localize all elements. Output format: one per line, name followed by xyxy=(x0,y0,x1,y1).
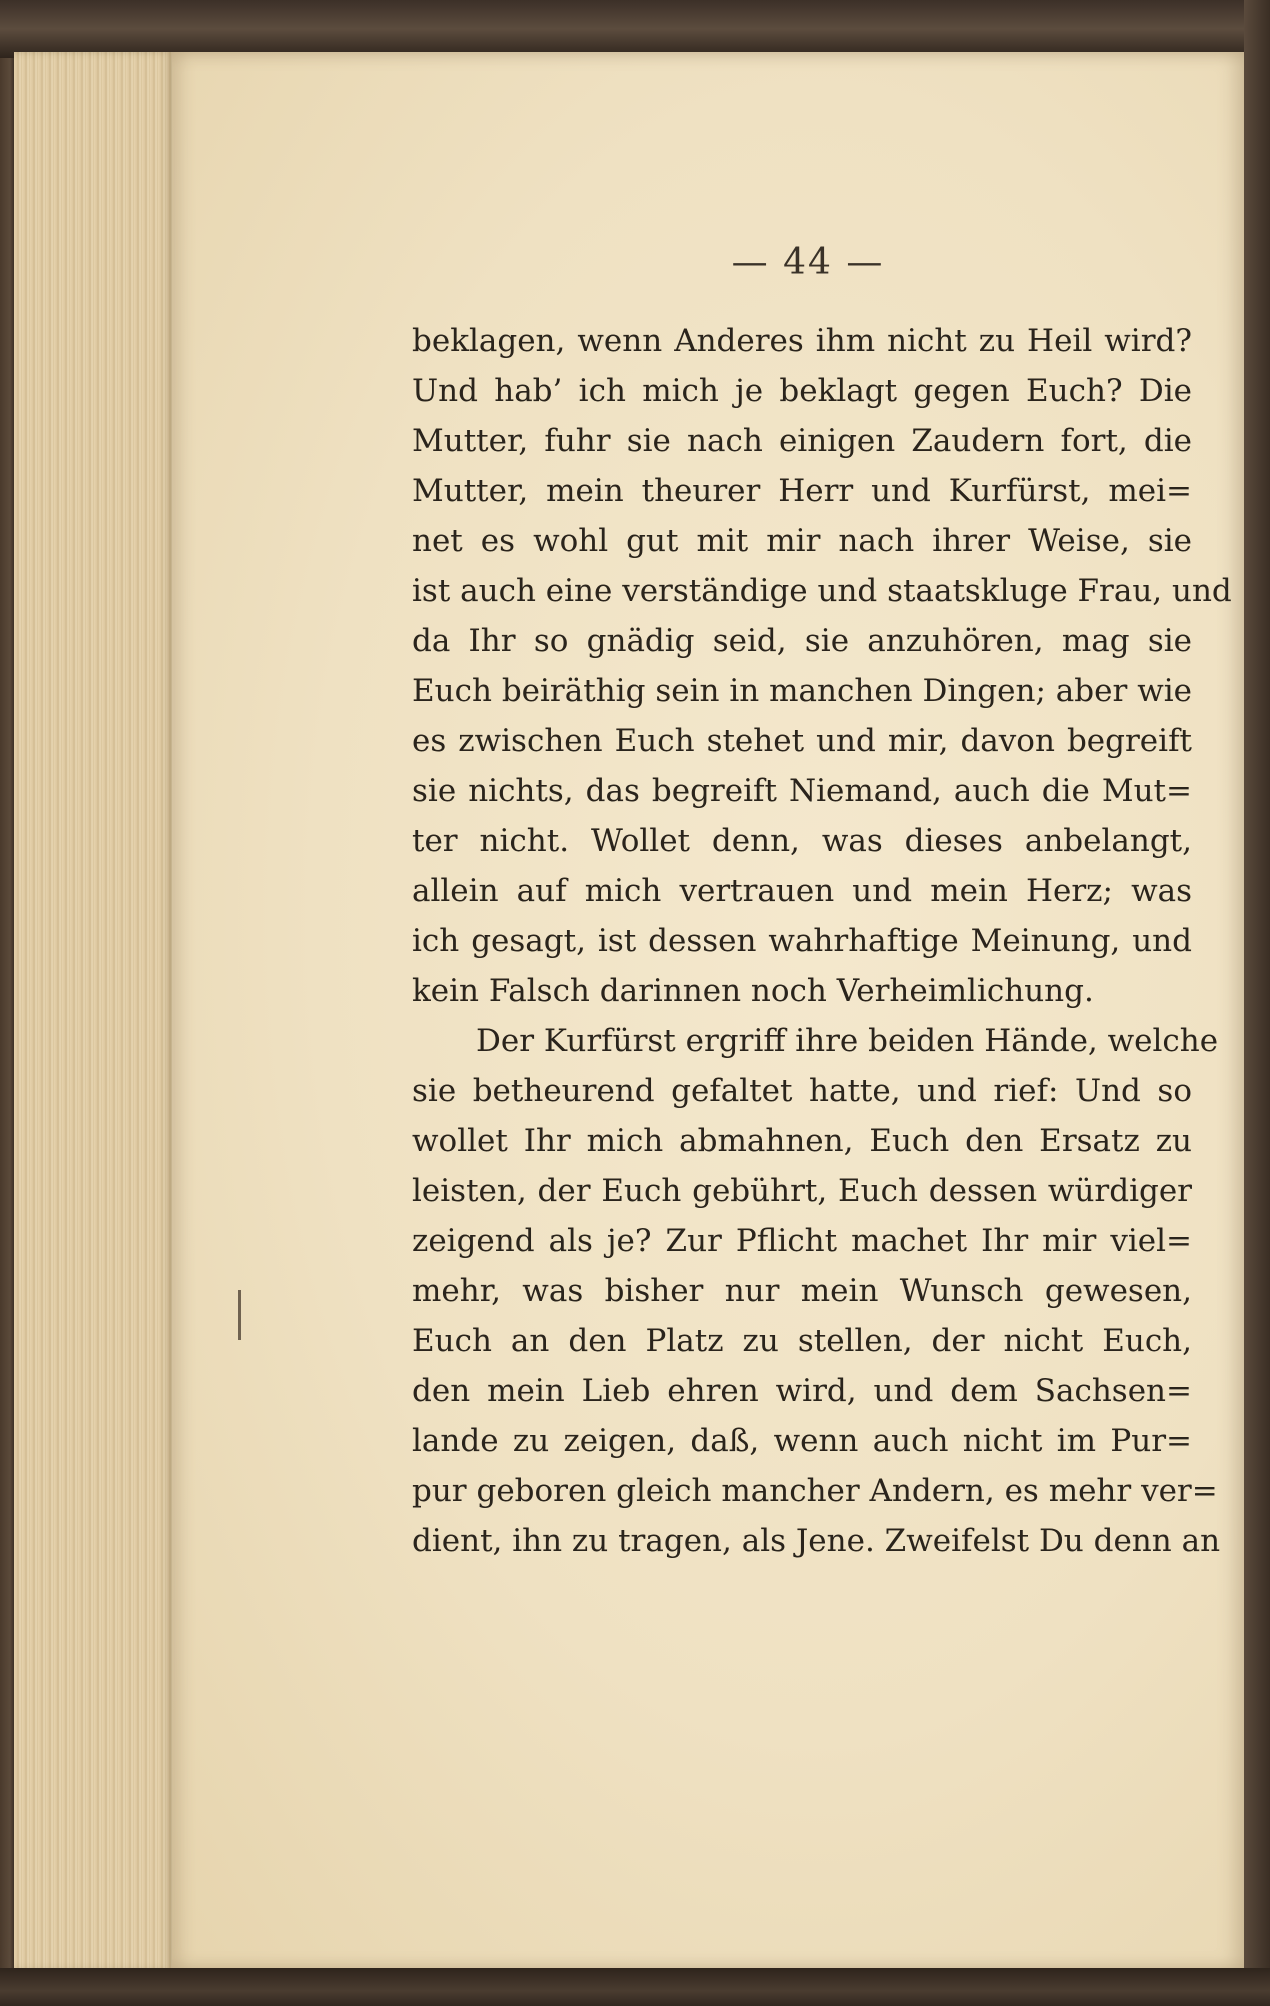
text-line: net es wohl gut mit mir nach ihrer Weise, sie xyxy=(412,523,1192,559)
text-line: Mutter, mein theurer Herr und Kurfürst, mei= xyxy=(412,473,1192,509)
text-line: beklagen, wenn Anderes ihm nicht zu Heil wird? xyxy=(412,323,1192,359)
paragraph-start-line: Der Kurfürst ergriff ihre beiden Hände, welche xyxy=(476,1023,1219,1059)
body-text xyxy=(412,316,1232,1566)
text-line: Euch beiräthig sein in manchen Dingen; aber wie xyxy=(412,673,1192,709)
text-line: pur geboren gleich mancher Andern, es mehr ver= xyxy=(412,1473,1218,1509)
text-line: mehr, was bisher nur mein Wunsch gewesen, xyxy=(412,1273,1192,1309)
text-line: ist auch eine verständige und staatskluge Frau, und xyxy=(412,573,1232,609)
text-line: ter nicht. Wollet denn, was dieses anbelangt, xyxy=(412,823,1192,859)
text-line: zeigend als je? Zur Pflicht machet Ihr mir viel= xyxy=(412,1223,1192,1259)
page-stack-edge xyxy=(14,52,175,1970)
gutter-mark xyxy=(238,1290,241,1340)
book-cover-right-edge xyxy=(1244,0,1270,2006)
text-line: Und hab’ ich mich je beklagt gegen Euch? Die xyxy=(412,373,1192,409)
text-line: sie betheurend gefaltet hatte, und rief: Und so xyxy=(412,1073,1192,1109)
text-line: lande zu zeigen, daß, wenn auch nicht im Pur= xyxy=(412,1423,1192,1459)
text-line: wollet Ihr mich abmahnen, Euch den Ersatz zu xyxy=(412,1123,1192,1159)
text-line: allein auf mich vertrauen und mein Herz; was xyxy=(412,873,1192,909)
book-cover-bottom-edge xyxy=(0,1968,1270,2006)
text-line: leisten, der Euch gebührt, Euch dessen würdiger xyxy=(412,1173,1192,1209)
text-line: dient, ihn zu tragen, als Jene. Zweifelst Du denn an xyxy=(412,1523,1221,1559)
text-line: da Ihr so gnädig seid, sie anzuhören, mag sie xyxy=(412,623,1192,659)
book-cover-top-edge xyxy=(0,0,1270,58)
text-line: Euch an den Platz zu stellen, der nicht Euch, xyxy=(412,1323,1192,1359)
page-number-header: — 44 — xyxy=(731,242,885,283)
text-line: Mutter, fuhr sie nach einigen Zaudern fort, die xyxy=(412,423,1192,459)
text-line: den mein Lieb ehren wird, und dem Sachsen= xyxy=(412,1373,1192,1409)
text-line: es zwischen Euch stehet und mir, davon begreift xyxy=(412,723,1192,759)
text-line: sie nichts, das begreift Niemand, auch die Mut= xyxy=(412,773,1192,809)
text-line: kein Falsch darinnen noch Verheimlichung. xyxy=(412,973,1094,1009)
text-line: ich gesagt, ist dessen wahrhaftige Meinung, und xyxy=(412,923,1192,959)
